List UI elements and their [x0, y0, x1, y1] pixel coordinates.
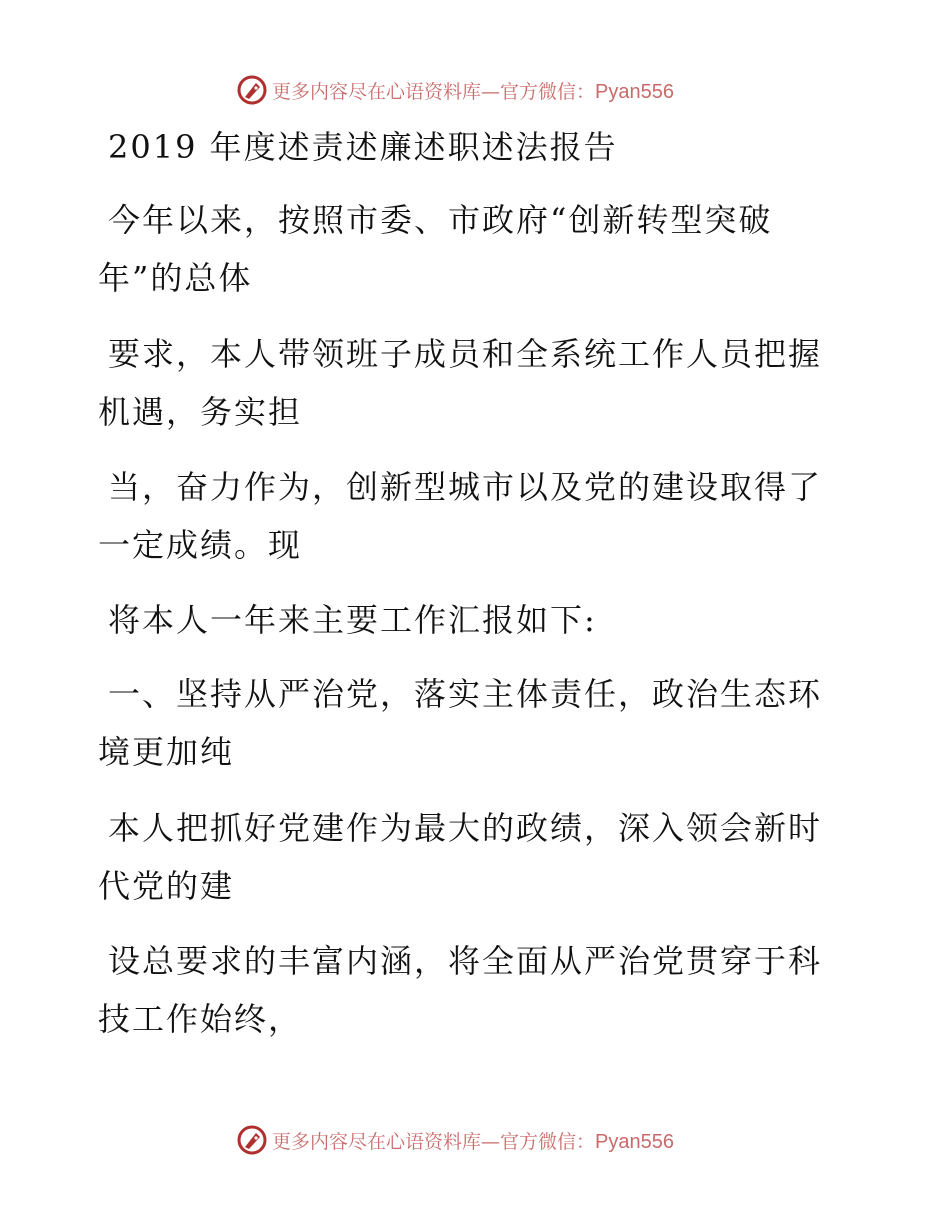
- footer-watermark: [236, 1122, 674, 1158]
- section-heading-continued: 境更加纯: [98, 733, 235, 771]
- paragraph-line: 机遇，务实担: [98, 393, 303, 431]
- paragraph-line: 一定成绩。现: [98, 526, 303, 564]
- paragraph-line: 今年以来，按照市委、市政府“创新转型突破: [108, 201, 773, 239]
- header-watermark: [236, 72, 674, 108]
- section-heading: 一、坚持从严治党，落实主体责任，政治生态环: [108, 675, 823, 713]
- paragraph-line: 设总要求的丰富内涵，将全面从严治党贯穿于科: [108, 942, 823, 980]
- paragraph-line: 本人把抓好党建作为最大的政绩，深入领会新时: [108, 809, 823, 847]
- watermark-text: 更多内容尽在心语资料库—官方微信：Pyan556: [272, 1130, 674, 1153]
- paragraph-line: 要求，本人带领班子成员和全系统工作人员把握: [108, 335, 823, 373]
- pen-nib-logo-icon: [236, 74, 268, 106]
- pen-nib-logo-icon: [236, 1124, 268, 1156]
- paragraph-line: 年”的总体: [98, 259, 253, 297]
- paragraph-line: 代党的建: [98, 867, 235, 905]
- paragraph-line: 技工作始终，: [98, 1000, 303, 1038]
- paragraph-line: 当，奋力作为，创新型城市以及党的建设取得了: [108, 468, 823, 506]
- document-title: 2019 年度述责述廉述职述法报告: [108, 128, 618, 166]
- paragraph-line: 将本人一年来主要工作汇报如下:: [108, 601, 597, 639]
- watermark-text: 更多内容尽在心语资料库—官方微信：Pyan556: [272, 80, 674, 103]
